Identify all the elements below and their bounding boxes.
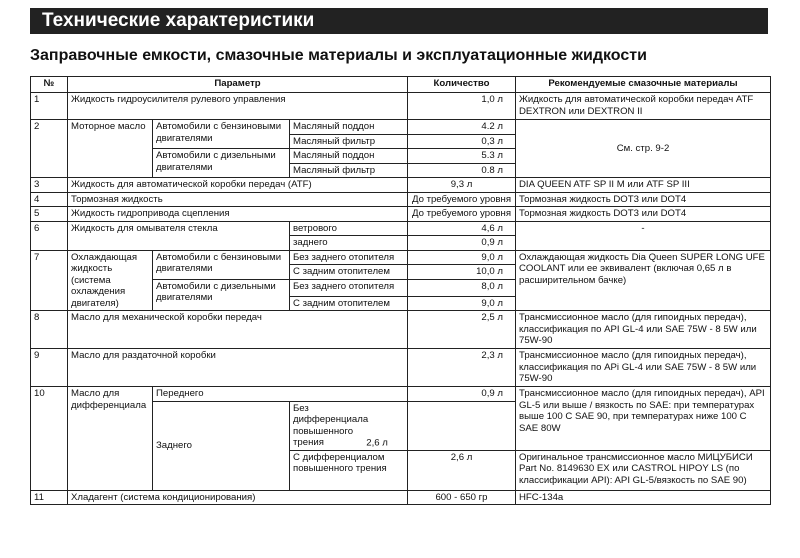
- row-qty: 5.3 л: [408, 149, 516, 164]
- row-group: Автомобили с бензиновыми двигателями: [153, 250, 290, 279]
- row-qty: 0.8 л: [408, 163, 516, 178]
- page-banner: Технические характеристики: [30, 8, 768, 34]
- row-rec: HFC-134a: [516, 490, 771, 505]
- row-sub: Масляный поддон: [290, 120, 408, 135]
- table-row: [31, 387, 771, 402]
- row-num: 7: [31, 250, 68, 311]
- row-rec: DIA QUEEN ATF SP II M или ATF SP III: [516, 178, 771, 193]
- row-param: Жидкость гидроусилителя рулевого управления: [68, 93, 408, 120]
- col-num: №: [31, 77, 68, 93]
- row-sub: С задним отопителем: [290, 265, 408, 280]
- row-rec: Оригинальное трансмиссионное масло МИЦУБИСИ Part No. 8149630 EX или CASTROL HIPOY LS (по классификации API): API GL-5/вязкость по SAE 90): [516, 450, 771, 490]
- table-row: [31, 207, 771, 222]
- table-row: [31, 311, 771, 349]
- row-param: Масло для раздаточной коробки: [68, 349, 408, 387]
- row-qty: [408, 401, 516, 450]
- row-qty: 4.2 л: [408, 120, 516, 135]
- row-param: Жидкость гидропривода сцепления: [68, 207, 408, 222]
- row-rec: Трансмиссионное масло (для гипоидных передач), классификация по APi GL-4 или SAE 75W - 8 5W или 75W-90: [516, 349, 771, 387]
- row-qty: 4,6 л: [408, 221, 516, 236]
- row-qty: 9,3 л: [408, 178, 516, 193]
- row-sub: Без заднего отопителя: [290, 250, 408, 265]
- row-param: Моторное масло: [68, 120, 153, 178]
- row-param: Жидкость для автоматической коробки передач (ATF): [68, 178, 408, 193]
- col-rec: Рекомендуемые смазочные материалы: [516, 77, 771, 93]
- table-row: [31, 221, 771, 236]
- header-row: [31, 77, 771, 93]
- row-num: 10: [31, 387, 68, 491]
- sub-qty: 2,6 л: [366, 437, 388, 448]
- row-rec: Тормозная жидкость DOT3 или DOT4: [516, 192, 771, 207]
- row-qty: 2,5 л: [408, 311, 516, 349]
- col-qty: Количество: [408, 77, 516, 93]
- row-rec: Трансмиссионное масло (для гипоидных передач), API GL-5 или выше / вязкость по SAE: при температурах выше 100 С SAE 90, при температурах ниже 100 С SAE 80W: [516, 387, 771, 451]
- row-num: 8: [31, 311, 68, 349]
- row-qty: 2,3 л: [408, 349, 516, 387]
- table-row: [31, 93, 771, 120]
- row-sub: Масляный фильтр: [290, 163, 408, 178]
- row-qty: 9,0 л: [408, 250, 516, 265]
- row-qty: 600 - 650 гр: [408, 490, 516, 505]
- row-group: Переднего: [153, 387, 408, 402]
- row-group: Заднего: [153, 401, 290, 490]
- table-row: [31, 250, 771, 265]
- row-rec: Охлаждающая жидкость Dia Queen SUPER LONG UFE COOLANT или ее эквивалент (включая 0,65 л в расширительном бачке): [516, 250, 771, 311]
- row-group: Автомобили с дизельными двигателями: [153, 279, 290, 311]
- row-param: Охлаждающая жидкость (система охлаждения двигателя): [68, 250, 153, 311]
- row-qty: 0,9 л: [408, 387, 516, 402]
- row-param: Масло для дифференциала: [68, 387, 153, 491]
- col-param: Параметр: [68, 77, 408, 93]
- row-group: Автомобили с бензиновыми двигателями: [153, 120, 290, 149]
- spec-table: [30, 76, 771, 505]
- row-qty: 8,0 л: [408, 279, 516, 296]
- sub-label: Без дифференциала повышенного трения: [293, 402, 369, 448]
- row-sub: С дифференциалом повышенного трения: [290, 450, 408, 490]
- row-qty: До требуемого уровня: [408, 207, 516, 222]
- row-rec: См. стр. 9-2: [516, 120, 771, 178]
- row-num: 2: [31, 120, 68, 178]
- row-sub: [290, 401, 408, 450]
- row-num: 11: [31, 490, 68, 505]
- row-sub: заднего: [290, 236, 408, 251]
- row-sub: Масляный фильтр: [290, 134, 408, 149]
- row-rec: Жидкость для автоматической коробки передач ATF DEXTRON или DEXTRON II: [516, 93, 771, 120]
- table-row: [31, 178, 771, 193]
- row-param: Масло для механической коробки передач: [68, 311, 408, 349]
- row-num: 3: [31, 178, 68, 193]
- row-param: Хладагент (система кондиционирования): [68, 490, 408, 505]
- row-group: Автомобили с дизельными двигателями: [153, 149, 290, 178]
- row-qty: 0,9 л: [408, 236, 516, 251]
- table-row: [31, 349, 771, 387]
- row-num: 9: [31, 349, 68, 387]
- row-sub: Без заднего отопителя: [290, 279, 408, 296]
- row-rec: Тормозная жидкость DOT3 или DOT4: [516, 207, 771, 222]
- row-num: 4: [31, 192, 68, 207]
- row-param: Жидкость для омывателя стекла: [68, 221, 290, 250]
- row-qty: 2,6 л: [408, 450, 516, 490]
- row-param: Тормозная жидкость: [68, 192, 408, 207]
- row-qty: До требуемого уровня: [408, 192, 516, 207]
- row-sub: С задним отопителем: [290, 296, 408, 311]
- row-sub: ветрового: [290, 221, 408, 236]
- row-qty: 0,3 л: [408, 134, 516, 149]
- table-row: [31, 192, 771, 207]
- row-sub: Масляный поддон: [290, 149, 408, 164]
- table-row: [31, 120, 771, 135]
- row-num: 6: [31, 221, 68, 250]
- row-rec: -: [516, 221, 771, 250]
- section-subtitle: Заправочные емкости, смазочные материалы и эксплуатационные жидкости: [30, 47, 647, 64]
- row-qty: 1,0 л: [408, 93, 516, 120]
- row-num: 1: [31, 93, 68, 120]
- row-qty: 9,0 л: [408, 296, 516, 311]
- table-row: [31, 490, 771, 505]
- row-qty: 10,0 л: [408, 265, 516, 280]
- row-num: 5: [31, 207, 68, 222]
- row-rec: Трансмиссионное масло (для гипоидных передач), классификация по API GL-4 или SAE 75W - 8 5W или 75W-90: [516, 311, 771, 349]
